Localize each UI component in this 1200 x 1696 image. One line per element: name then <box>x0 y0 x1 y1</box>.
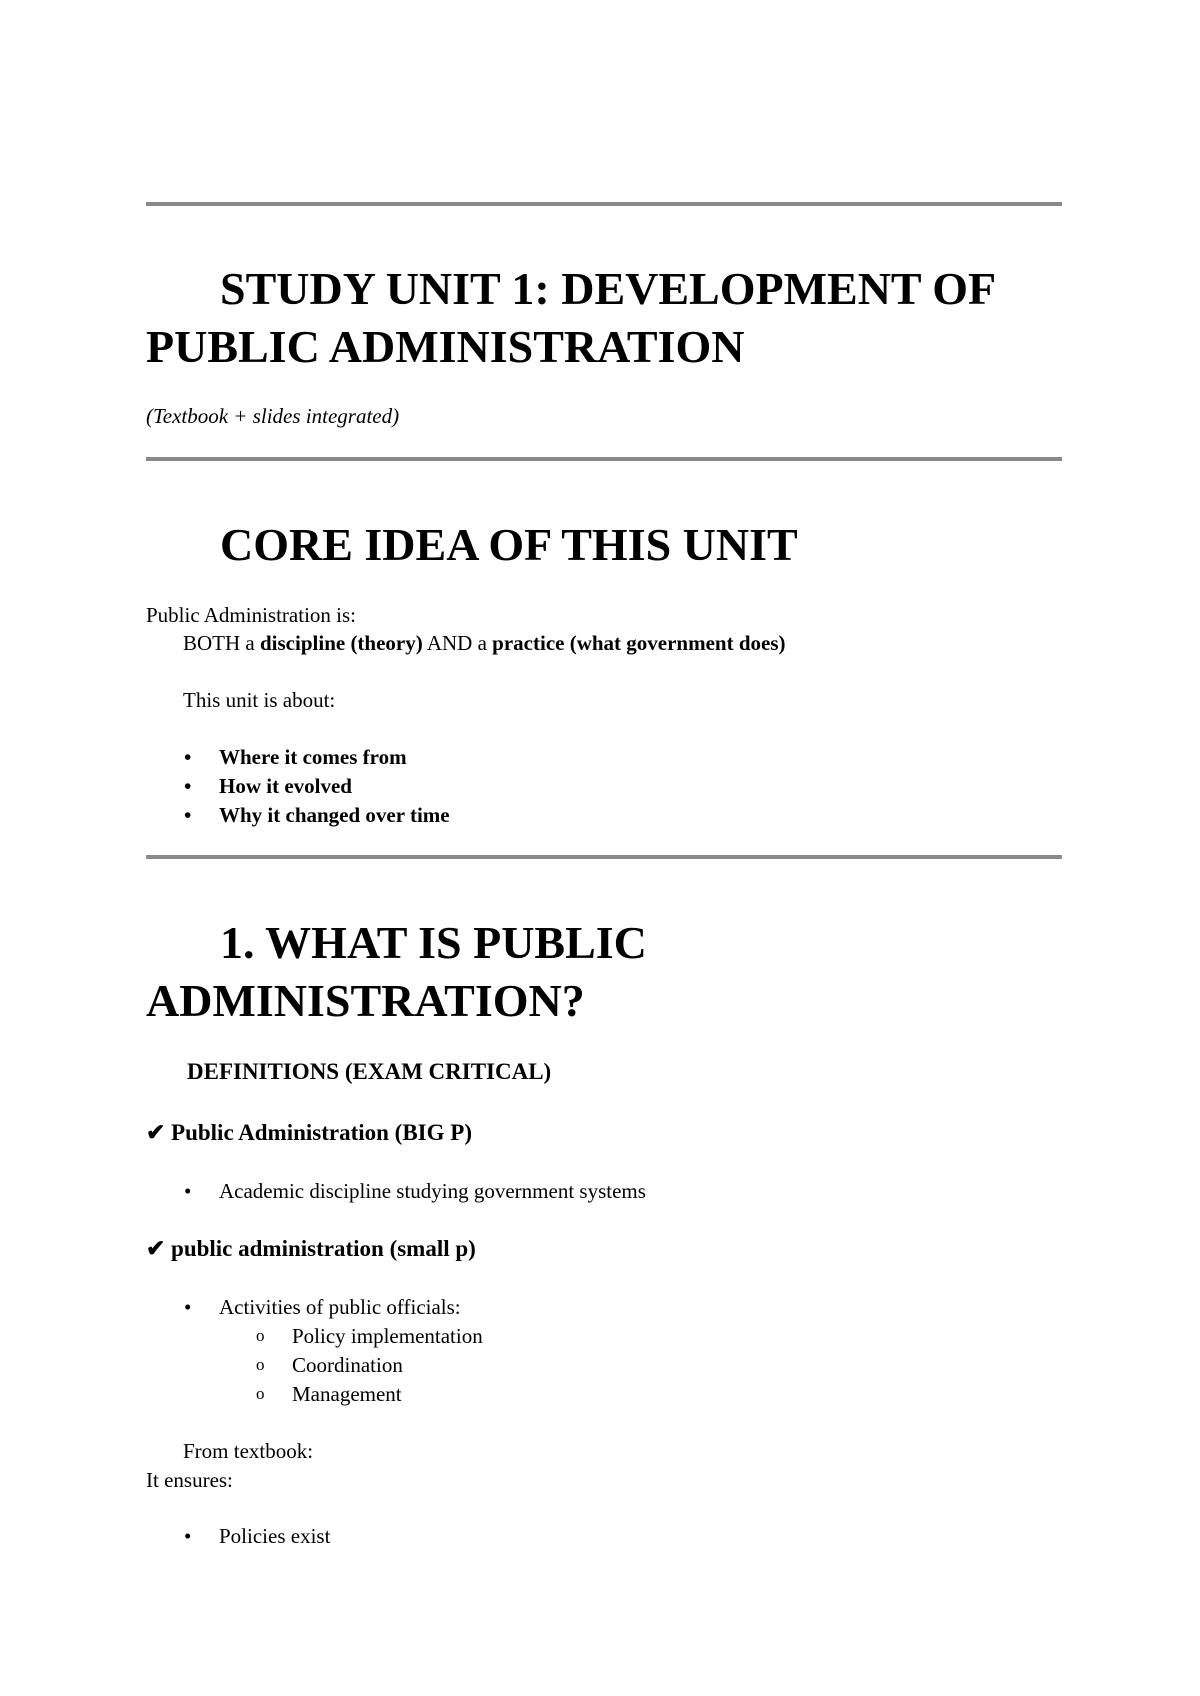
big-p-heading <box>146 1118 472 1148</box>
sub-bullet-glyph: o <box>256 1384 265 1403</box>
small-p-label: public administration (small p) <box>171 1236 476 1261</box>
section1-heading <box>146 914 1062 1030</box>
checkmark-icon: ✔ <box>146 1120 166 1145</box>
discipline-term: discipline (theory) <box>260 631 423 655</box>
definitions-heading: DEFINITIONS (EXAM CRITICAL) <box>187 1059 552 1084</box>
it-ensures: It ensures: <box>146 1468 233 1492</box>
bullet-glyph: • <box>184 803 192 827</box>
horizontal-rule <box>146 855 1062 859</box>
small-p-bullet: Activities of public officials: <box>219 1295 461 1319</box>
unit-title-line1: STUDY UNIT 1: DEVELOPMENT OF <box>220 263 997 314</box>
checkmark-icon: ✔ <box>146 1236 166 1261</box>
big-p-bullet-1: Academic discipline studying government systems <box>219 1179 646 1203</box>
unit-title-line2: PUBLIC ADMINISTRATION <box>146 321 745 372</box>
core-bullet-3: Why it changed over time <box>219 803 450 827</box>
list-item <box>146 1351 846 1379</box>
bullet-glyph: • <box>184 1295 192 1319</box>
sub-bullet-glyph: o <box>256 1326 265 1345</box>
list-item <box>146 1380 846 1408</box>
and-a-text: AND a <box>422 631 493 655</box>
section1-heading-line2: ADMINISTRATION? <box>146 975 585 1026</box>
list-item <box>146 801 746 829</box>
sub-bullet-glyph: o <box>256 1355 265 1374</box>
unit-subtitle: (Textbook + slides integrated) <box>146 404 400 428</box>
list-item <box>146 1322 846 1350</box>
unit-title <box>146 260 1062 376</box>
ensures-bullet-1: Policies exist <box>219 1524 331 1548</box>
bullet-glyph: • <box>184 774 192 798</box>
list-item <box>146 1522 846 1550</box>
list-item <box>146 772 746 800</box>
core-idea-heading-text: CORE IDEA OF THIS UNIT <box>220 519 798 570</box>
core-idea-heading <box>146 516 1062 574</box>
core-about: This unit is about: <box>183 688 336 712</box>
section1-heading-line1: 1. WHAT IS PUBLIC <box>220 917 647 968</box>
from-textbook: From textbook: <box>183 1439 314 1463</box>
big-p-label: Public Administration (BIG P) <box>171 1120 472 1145</box>
small-p-sub-bullet-2: Coordination <box>292 1353 403 1377</box>
small-p-sub-bullet-3: Management <box>292 1382 402 1406</box>
core-both-line <box>183 629 786 657</box>
bullet-glyph: • <box>184 1524 192 1548</box>
core-intro: Public Administration is: <box>146 603 357 627</box>
practice-term: practice (what government does) <box>492 631 786 655</box>
core-bullet-2: How it evolved <box>219 774 352 798</box>
list-item <box>146 1293 846 1321</box>
both-prefix: BOTH a <box>183 631 260 655</box>
list-item <box>146 743 746 771</box>
list-item <box>146 1177 846 1205</box>
horizontal-rule <box>146 202 1062 206</box>
small-p-heading <box>146 1234 476 1264</box>
bullet-glyph: • <box>184 1179 192 1203</box>
small-p-sub-bullet-1: Policy implementation <box>292 1324 483 1348</box>
core-bullet-1: Where it comes from <box>219 745 407 769</box>
horizontal-rule <box>146 457 1062 461</box>
bullet-glyph: • <box>184 745 192 769</box>
